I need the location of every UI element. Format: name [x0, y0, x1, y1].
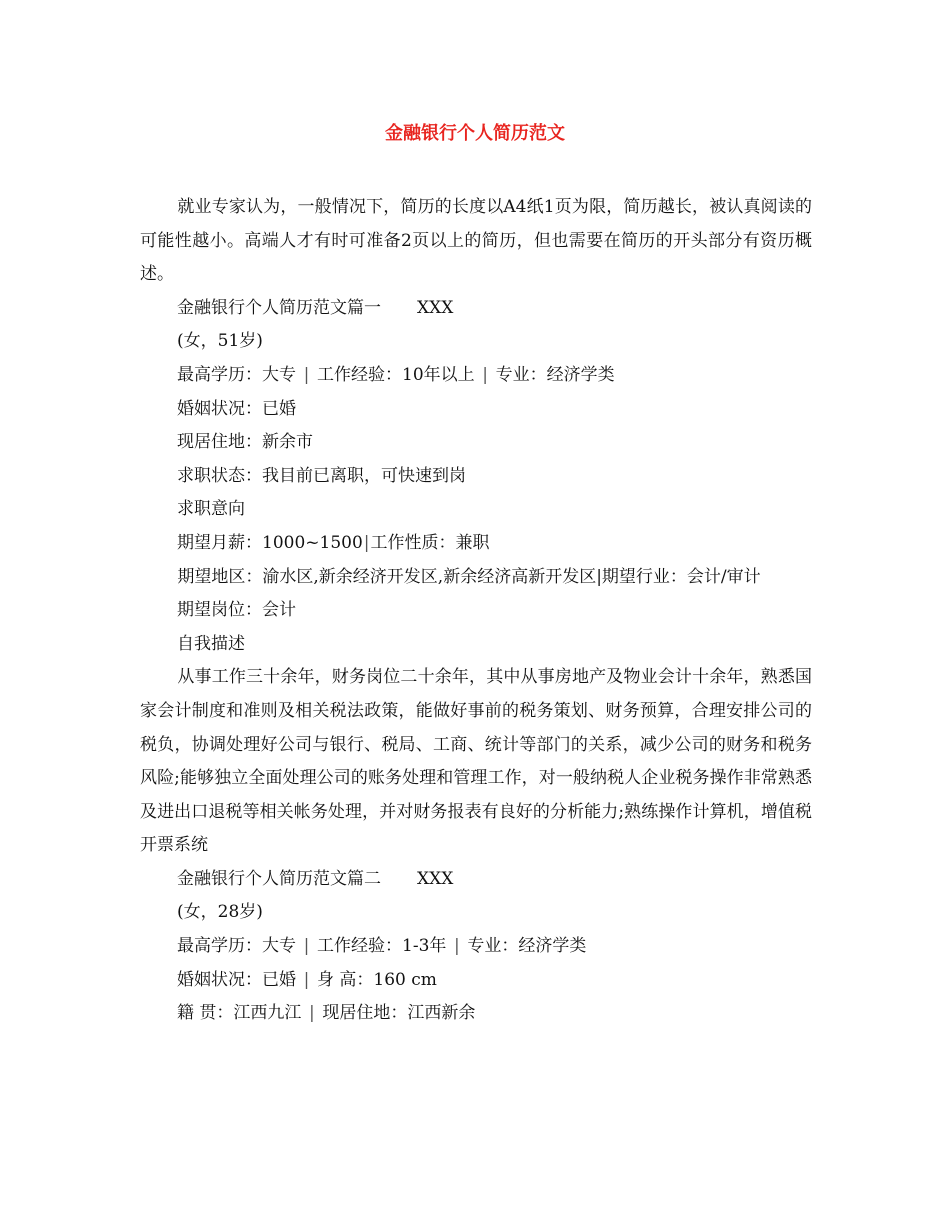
resume1-heading-line — [140, 292, 812, 326]
resume2-name: XXX — [417, 868, 454, 889]
resume2-heading: 金融银行个人简历范文篇二 — [177, 868, 381, 889]
resume2-experience: 工作经验：1-3年 — [317, 936, 447, 957]
resume1-self-heading: 自我描述 — [177, 633, 245, 654]
resume2-heading-line — [140, 863, 812, 897]
separator: | — [303, 969, 310, 990]
resume2-marital: 婚姻状况：已婚 — [177, 969, 296, 990]
resume1-name: XXX — [417, 297, 454, 318]
separator: | — [363, 532, 370, 553]
resume2-residence: 现居住地：江西新余 — [322, 1003, 476, 1024]
resume1-position: 期望岗位：会计 — [177, 600, 296, 621]
resume2-education: 最高学历：大专 — [177, 936, 296, 957]
separator: | — [303, 364, 310, 385]
separator: | — [309, 1003, 315, 1024]
separator: | — [454, 936, 460, 957]
resume1-basic-info — [140, 359, 812, 393]
resume2-height: 身 高：160 cm — [317, 969, 437, 990]
resume2-native: 籍 贯：江西九江 — [177, 1003, 302, 1024]
resume1-heading: 金融银行个人简历范文篇一 — [177, 297, 381, 318]
resume1-major: 专业：经济学类 — [495, 364, 615, 385]
separator: | — [303, 936, 310, 957]
separator: | — [482, 364, 489, 385]
intro-paragraph: 就业专家认为，一般情况下，简历的长度以A4纸1页为限，简历越长，被认真阅读的可能性越小。高端人才有时可准备2页以上的简历，但也需要在简历的开头部分有资历概述。 — [140, 197, 812, 285]
resume2-native-residence — [140, 997, 812, 1031]
resume1-self-description: 从事工作三十余年，财务岗位二十余年，其中从事房地产及物业会计十余年，熟悉国家会计制度和准则及相关税法政策，能做好事前的税务策划、财务预算，合理安排公司的税负，协调处理好公司与银行、税局、工商、统计等部门的关系，减少公司的财务和税务风险;能够独立全面处理公司的账务处理和管理工作，对一般纳税人企业税务操作非常熟悉及进出口退税等相关帐务处理，并对财务报表有良好的分析能力;熟练操作计算机，增值税开票系统 — [140, 667, 812, 856]
resume2-basic-info — [140, 930, 812, 964]
document-title: 金融银行个人简历范文 — [385, 123, 565, 144]
resume1-salary: 期望月薪：1000~1500 — [177, 532, 363, 553]
document-body — [140, 191, 812, 1031]
resume1-intent-heading: 求职意向 — [177, 499, 245, 520]
resume2-gender-age: (女，28岁) — [177, 902, 263, 923]
resume1-gender-age: (女，51岁) — [177, 331, 263, 352]
resume1-education: 最高学历：大专 — [177, 364, 296, 385]
resume2-marital-height — [140, 964, 812, 998]
resume1-experience: 工作经验：10年以上 — [317, 364, 475, 385]
resume1-job-status: 求职状态：我目前已离职，可快速到岗 — [177, 465, 466, 486]
resume1-salary-line — [140, 527, 812, 561]
resume1-work-type: 工作性质：兼职 — [370, 532, 490, 553]
resume2-major: 专业：经济学类 — [467, 936, 587, 957]
resume1-residence: 现居住地：新余市 — [177, 432, 313, 453]
resume1-region-line: 期望地区：渝水区,新余经济开发区,新余经济高新开发区|期望行业：会计/审计 — [177, 566, 761, 587]
resume1-marital: 婚姻状况：已婚 — [177, 398, 296, 419]
